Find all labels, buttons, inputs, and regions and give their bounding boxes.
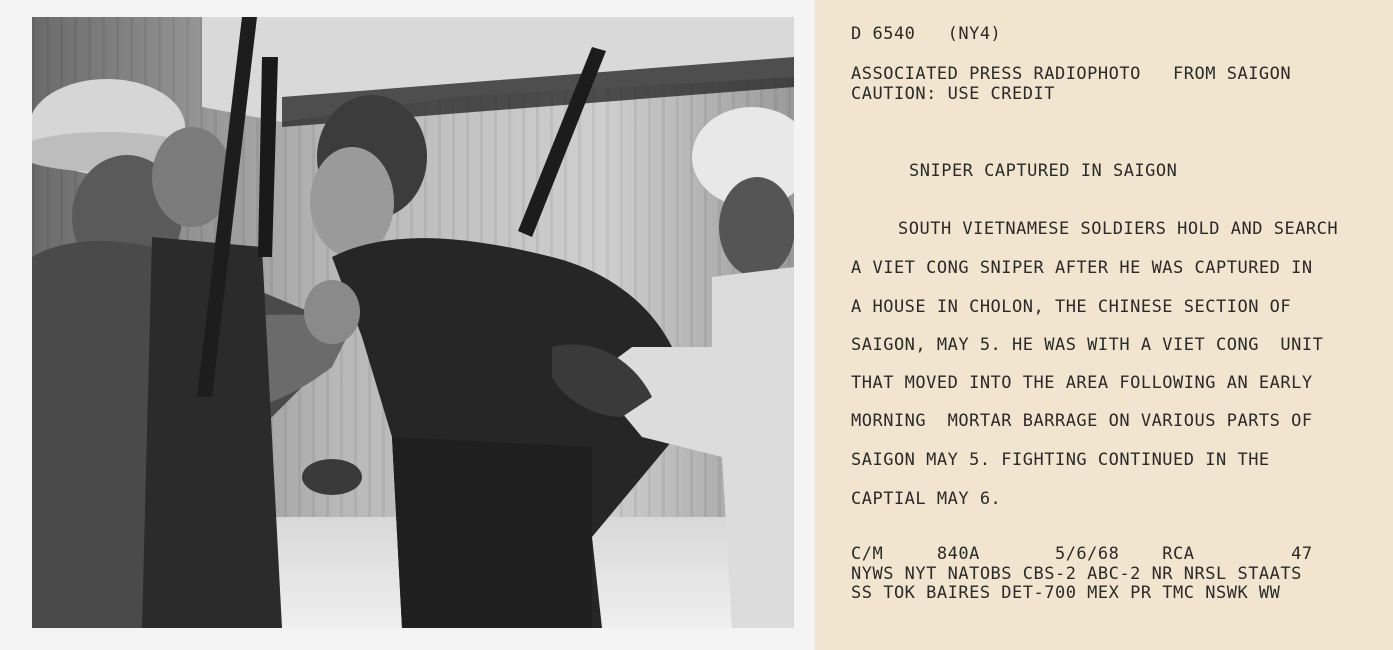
footer-line-2: NYWS NYT NATOBS CBS-2 ABC-2 NR NRSL STAATS [851, 564, 1302, 584]
footer-line-3: SS TOK BAIRES DET-700 MEX PR TMC NSWK WW [851, 583, 1281, 603]
news-photograph [32, 17, 794, 628]
footer-line-1: C/M 840A 5/6/68 RCA 47 [851, 544, 1313, 564]
body-line-5: THAT MOVED INTO THE AREA FOLLOWING AN EARLY [851, 373, 1313, 393]
photo-illustration [32, 17, 794, 628]
body-line-8: CAPTIAL MAY 6. [851, 489, 1002, 509]
photo-code: D 6540 (NY4) [851, 24, 1002, 44]
body-line-7: SAIGON MAY 5. FIGHTING CONTINUED IN THE [851, 450, 1270, 470]
body-line-2: A VIET CONG SNIPER AFTER HE WAS CAPTURED IN [851, 258, 1313, 278]
body-line-4: SAIGON, MAY 5. HE WAS WITH A VIET CONG UNIT [851, 335, 1324, 355]
agency-line: ASSOCIATED PRESS RADIOPHOTO FROM SAIGON [851, 64, 1292, 84]
caption-sheet [815, 0, 1393, 650]
body-line-3: A HOUSE IN CHOLON, THE CHINESE SECTION OF [851, 297, 1292, 317]
body-line-6: MORNING MORTAR BARRAGE ON VARIOUS PARTS OF [851, 411, 1313, 431]
headline: SNIPER CAPTURED IN SAIGON [909, 161, 1178, 181]
caution-line: CAUTION: USE CREDIT [851, 84, 1055, 104]
body-line-1: SOUTH VIETNAMESE SOLDIERS HOLD AND SEARCH [898, 219, 1339, 239]
